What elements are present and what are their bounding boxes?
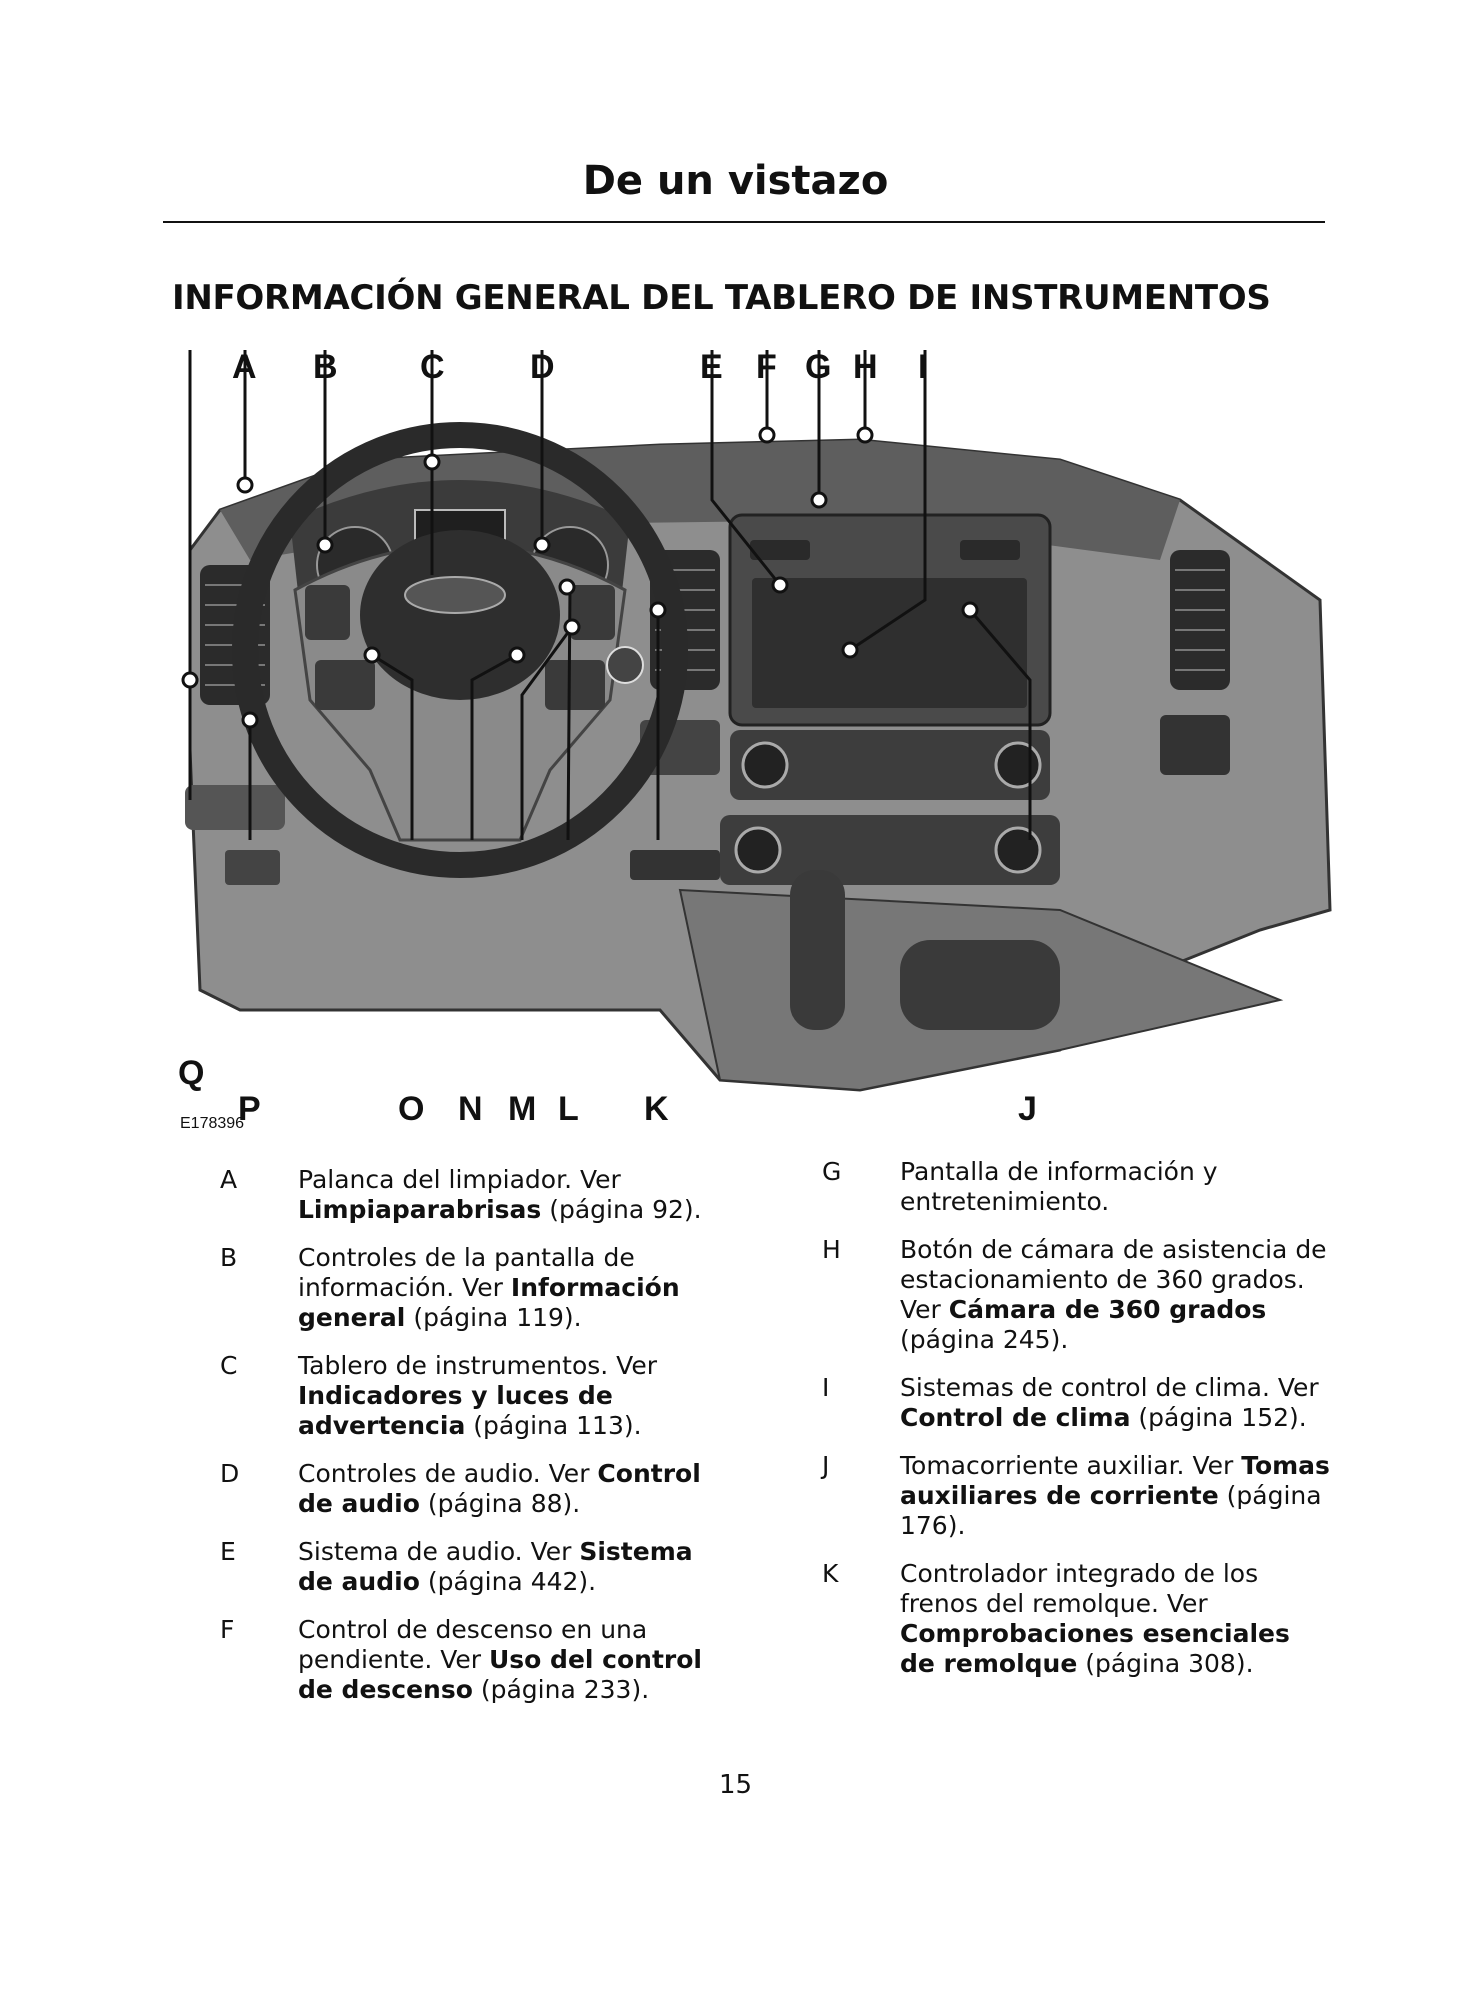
legend-letter: J [822, 1451, 830, 1480]
callout-E: E [700, 350, 723, 386]
callout-I: I [918, 350, 928, 386]
legend-item-a: A Palanca del limpiador. Ver Limpiaparabrisas (página 92). [216, 1165, 786, 1225]
cross-reference-link[interactable]: Control de clima [900, 1403, 1131, 1432]
legend-letter: C [220, 1351, 238, 1380]
figure-id: E178396 [180, 1115, 245, 1132]
legend-letter: D [220, 1459, 240, 1488]
section-title: INFORMACIÓN GENERAL DEL TABLERO DE INSTRUMENTOS [172, 278, 1271, 318]
legend-letter: B [220, 1243, 238, 1272]
callout-D: D [530, 350, 555, 386]
legend-item-h: H Botón de cámara de asistencia de estacionamiento de 360 grados. Ver Cámara de 360 grados (página 245). [818, 1235, 1388, 1355]
legend-letter: I [822, 1373, 830, 1402]
cross-reference-link[interactable]: Comprobaciones esenciales de remolque [900, 1619, 1290, 1678]
legend-item-g: G Pantalla de información y entretenimiento. [818, 1157, 1388, 1217]
legend-letter: K [822, 1559, 839, 1588]
legend-item-k: K Controlador integrado de los frenos del remolque. Ver Comprobaciones esenciales de remolque (página 308). [818, 1559, 1388, 1679]
callout-labels [160, 350, 1340, 1140]
legend-item-e: E Sistema de audio. Ver Sistema de audio (página 442). [216, 1537, 786, 1597]
legend-item-j: J Tomacorriente auxiliar. Ver Tomas auxiliares de corriente (página 176). [818, 1451, 1388, 1541]
callout-O: O [398, 1090, 425, 1128]
cross-reference-link[interactable]: Indicadores y luces de advertencia [298, 1381, 613, 1440]
legend-item-f: F Control de descenso en una pendiente. Ver Uso del control de descenso (página 233). [216, 1615, 786, 1705]
callout-Q: Q [178, 1054, 205, 1092]
cross-reference-link[interactable]: Tomas auxiliares de corriente [900, 1451, 1330, 1510]
callout-F: F [756, 350, 777, 386]
cross-reference-link[interactable]: Cámara de 360 grados [948, 1295, 1267, 1324]
callout-J: J [1018, 1090, 1037, 1128]
chapter-title: De un vistazo [582, 158, 889, 204]
legend-item-d: D Controles de audio. Ver Control de audio (página 88). [216, 1459, 786, 1519]
legend-letter: H [822, 1235, 841, 1264]
page-number: 15 [718, 1770, 753, 1800]
callout-C: C [420, 350, 445, 386]
cross-reference-link[interactable]: Información general [298, 1273, 680, 1332]
cross-reference-link[interactable]: Limpiaparabrisas [298, 1195, 542, 1224]
callout-L: L [558, 1090, 579, 1128]
legend-right-column [818, 1157, 1388, 1697]
cross-reference-link[interactable]: Control de audio [298, 1459, 701, 1518]
callout-N: N [458, 1090, 483, 1128]
title-rule [163, 221, 1325, 223]
dashboard-figure [160, 350, 1340, 1140]
callout-B: B [313, 350, 338, 386]
callout-K: K [644, 1090, 669, 1128]
legend-item-i: I Sistemas de control de clima. Ver Control de clima (página 152). [818, 1373, 1388, 1433]
legend-letter: F [220, 1615, 235, 1644]
legend-letter: A [220, 1165, 238, 1194]
legend-letter: G [822, 1157, 842, 1186]
callout-M: M [508, 1090, 537, 1128]
callout-P: P [238, 1090, 261, 1128]
cross-reference-link[interactable]: Uso del control de descenso [298, 1645, 702, 1704]
legend-left-column [216, 1165, 786, 1723]
callout-A: A [232, 350, 257, 386]
legend-letter: E [220, 1537, 236, 1566]
callout-H: H [853, 350, 878, 386]
callout-G: G [805, 350, 832, 386]
legend-item-b: B Controles de la pantalla de información. Ver Información general (página 119). [216, 1243, 786, 1333]
legend-item-c: C Tablero de instrumentos. Ver Indicadores y luces de advertencia (página 113). [216, 1351, 786, 1441]
cross-reference-link[interactable]: Sistema de audio [298, 1537, 693, 1596]
